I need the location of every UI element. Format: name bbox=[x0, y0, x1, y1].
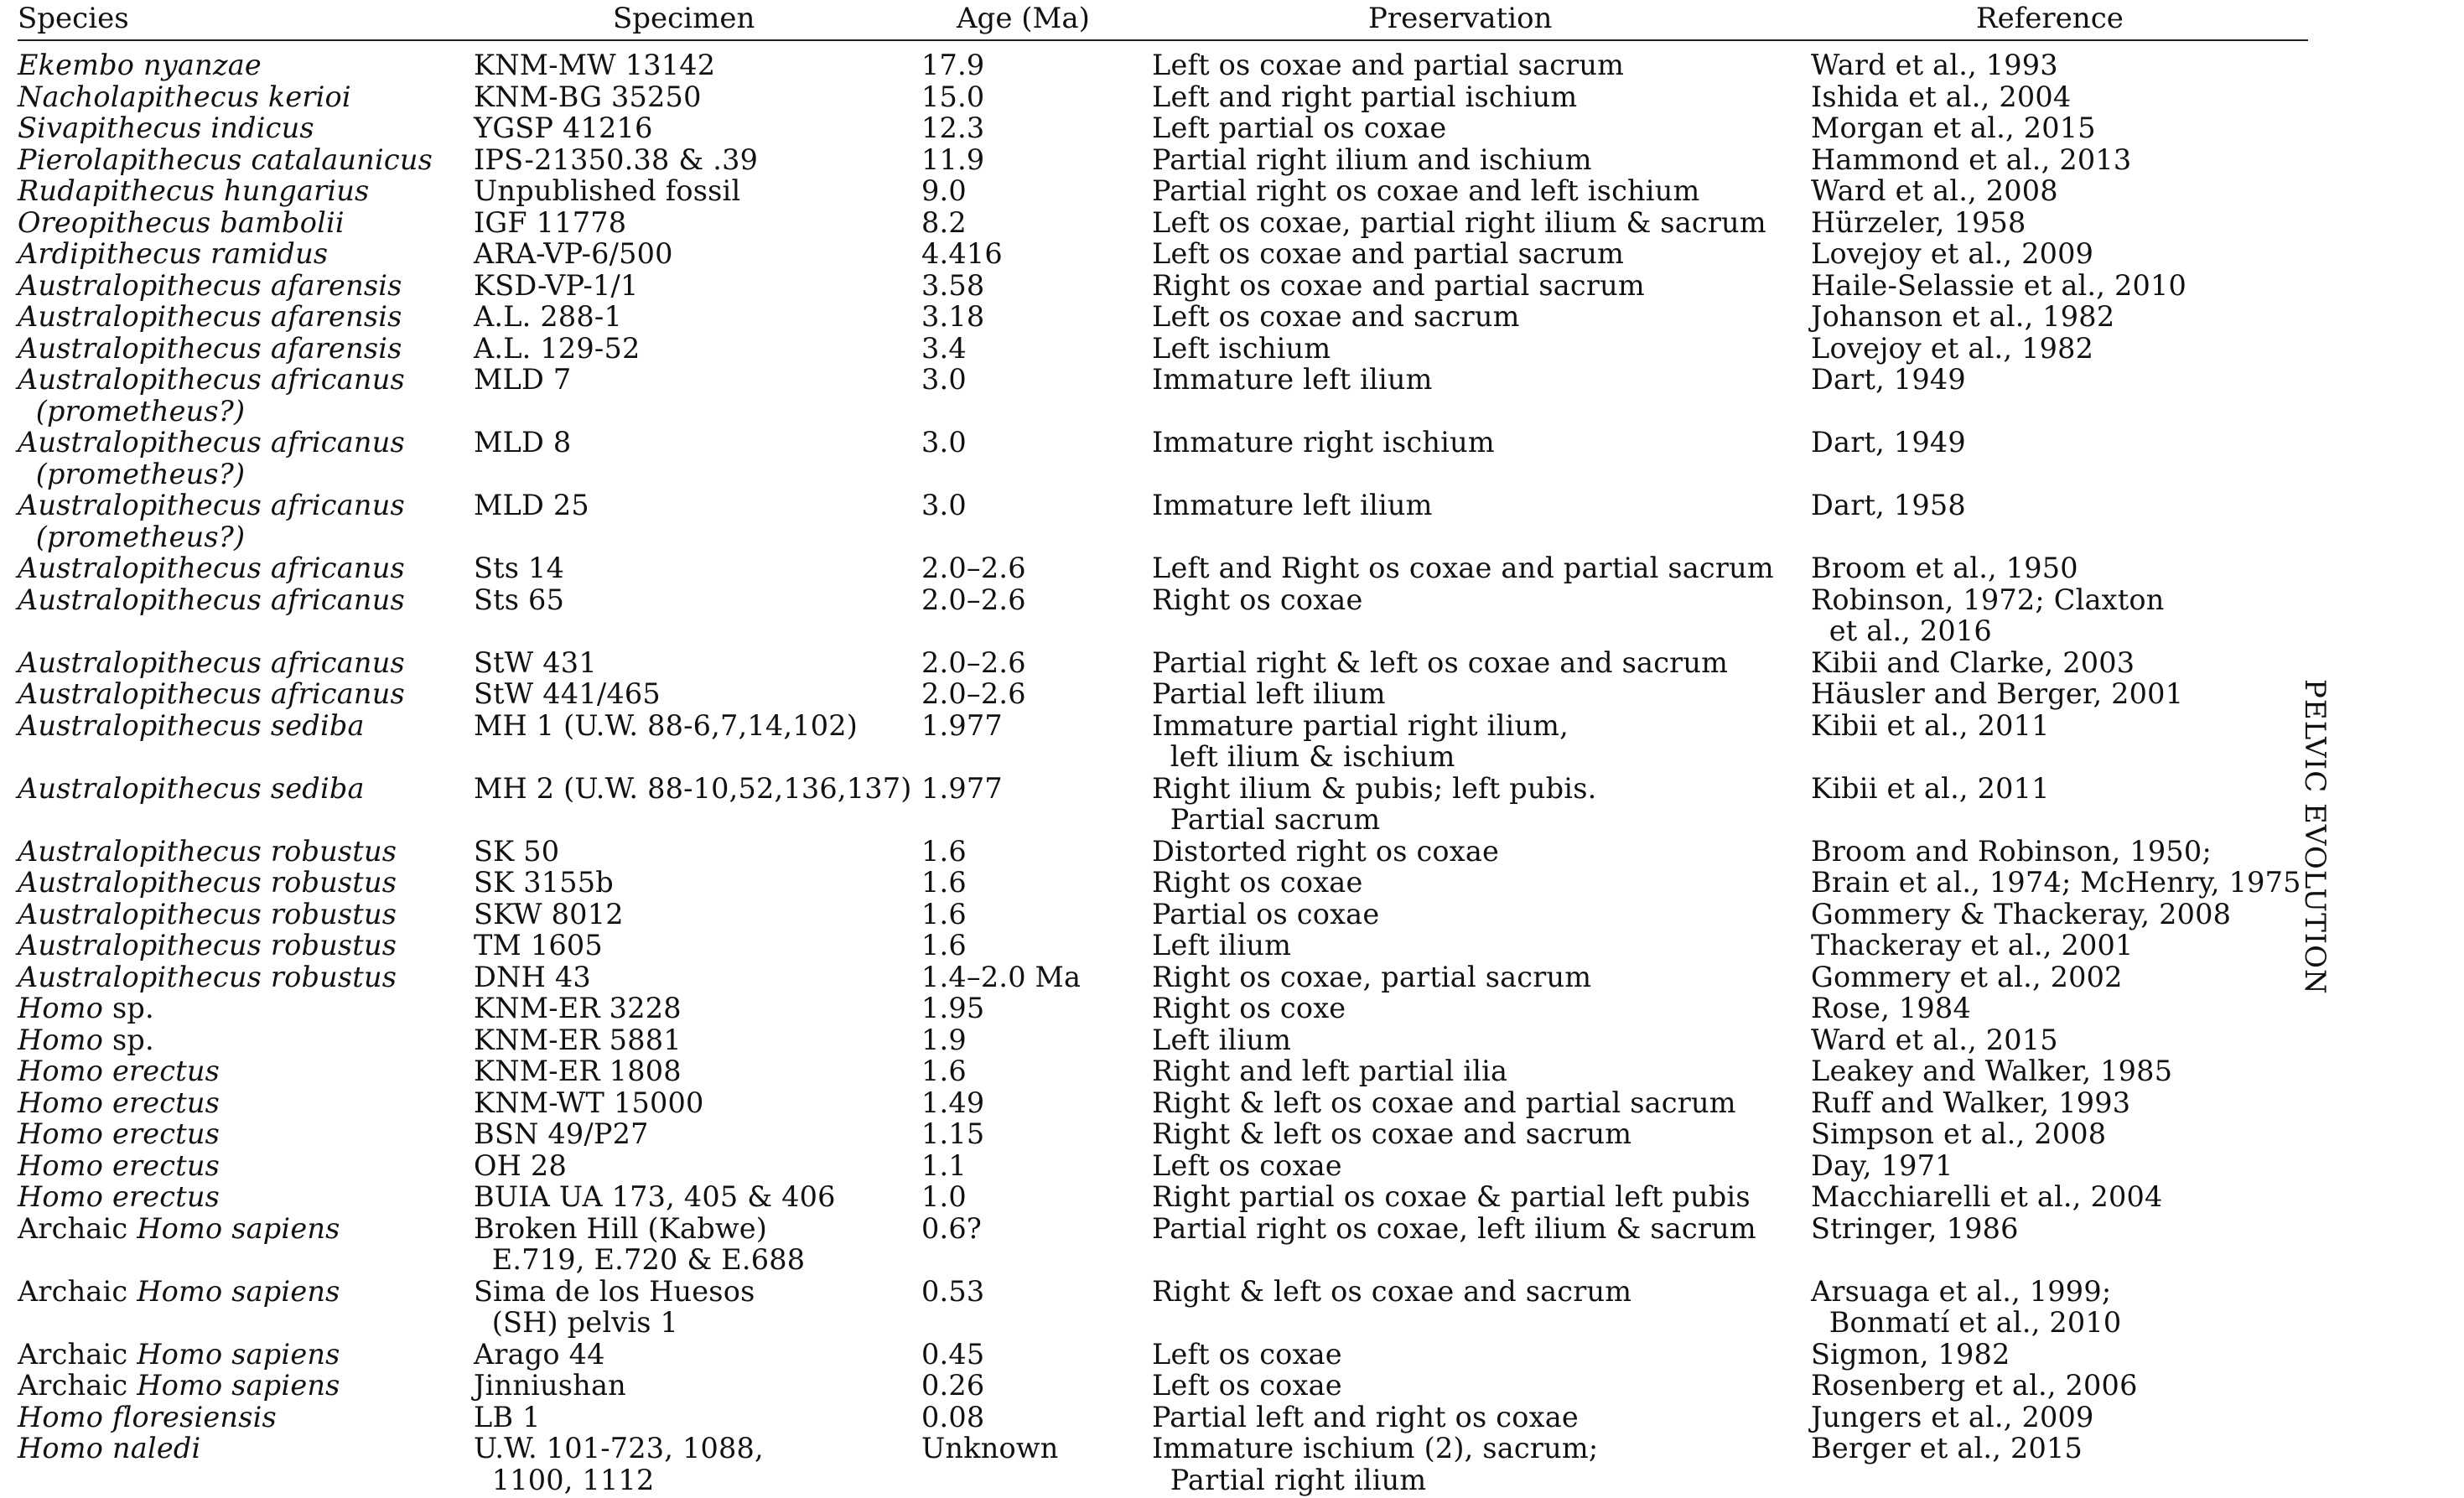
reference-cell: Simpson et al., 2008 bbox=[1811, 1117, 2107, 1150]
specimen-cell: LB 1 bbox=[474, 1400, 541, 1433]
reference-cell: Jungers et al., 2009 bbox=[1811, 1400, 2094, 1433]
preservation-cell: Right partial os coxae & partial left pubis bbox=[1152, 1180, 1751, 1213]
table-row bbox=[18, 1339, 2308, 1371]
reference-cell: Lovejoy et al., 2009 bbox=[1811, 237, 2094, 270]
species-cell: Sivapithecus indicus bbox=[18, 111, 314, 144]
age-cell: 3.0 bbox=[921, 426, 967, 459]
species-name-part: Homo bbox=[18, 1023, 104, 1056]
species-cell: Pierolapithecus catalaunicus bbox=[18, 143, 433, 176]
preservation-cell: Right & left os coxae and sacrum bbox=[1152, 1117, 1632, 1150]
species-cell bbox=[18, 993, 154, 1024]
table-row bbox=[18, 867, 2308, 899]
species-name-part: Homo bbox=[18, 992, 104, 1024]
specimen-cell: KNM-MW 13142 bbox=[474, 49, 716, 81]
specimen-cell: Jinniushan bbox=[474, 1369, 626, 1402]
reference-cell: Ward et al., 1993 bbox=[1811, 49, 2058, 81]
age-cell: 3.0 bbox=[921, 363, 967, 396]
age-cell: 15.0 bbox=[921, 80, 985, 113]
age-cell: 1.4–2.0 Ma bbox=[921, 960, 1082, 993]
species-name-part: Homo sapiens bbox=[137, 1274, 340, 1308]
species-cell: Homo erectus bbox=[18, 1086, 220, 1119]
age-cell: 1.6 bbox=[921, 897, 967, 930]
specimen-cell: OH 28 bbox=[474, 1148, 567, 1182]
specimen-cell: U.W. 101-723, 1088, 1100, 1112 bbox=[474, 1432, 764, 1496]
age-cell: 1.6 bbox=[921, 834, 967, 868]
specimen-cell: Sts 14 bbox=[474, 552, 565, 584]
specimen-cell: Unpublished fossil bbox=[474, 174, 741, 207]
age-cell: 17.9 bbox=[921, 49, 985, 81]
species-cell: Australopithecus afarensis bbox=[18, 331, 402, 365]
table-row bbox=[18, 490, 2308, 552]
reference-cell: Brain et al., 1974; McHenry, 1975 bbox=[1811, 866, 2301, 899]
age-cell: 1.95 bbox=[921, 992, 985, 1024]
table-row bbox=[18, 1402, 2308, 1433]
table-row bbox=[18, 238, 2308, 270]
species-cell: Ardipithecus ramidus bbox=[18, 237, 329, 270]
species-cell bbox=[18, 1370, 340, 1402]
species-cell: Australopithecus africanus bbox=[18, 645, 405, 679]
table-row bbox=[18, 710, 2308, 773]
age-cell: 1.15 bbox=[921, 1117, 985, 1150]
preservation-cell: Left os coxae and partial sacrum bbox=[1152, 237, 1625, 270]
preservation-cell: Left os coxae bbox=[1152, 1148, 1342, 1182]
preservation-cell: Partial right & left os coxae and sacrum bbox=[1152, 645, 1729, 679]
age-cell: 9.0 bbox=[921, 174, 967, 207]
preservation-cell: Left os coxae bbox=[1152, 1369, 1342, 1402]
specimen-cell: DNH 43 bbox=[474, 960, 591, 993]
age-cell: 0.6? bbox=[921, 1211, 983, 1245]
header-age: Age (Ma) bbox=[957, 2, 1090, 35]
preservation-cell: Left and Right os coxae and partial sacrum bbox=[1152, 552, 1774, 584]
table-row bbox=[18, 930, 2308, 962]
reference-cell: Ruff and Walker, 1993 bbox=[1811, 1086, 2131, 1119]
preservation-cell: Left and right partial ischium bbox=[1152, 80, 1578, 113]
table-row bbox=[18, 301, 2308, 333]
preservation-cell: Immature left ilium bbox=[1152, 489, 1433, 521]
species-cell: Rudapithecus hungarius bbox=[18, 174, 370, 207]
table-row bbox=[18, 1370, 2308, 1402]
specimen-cell: SK 50 bbox=[474, 834, 560, 868]
age-cell: 12.3 bbox=[921, 111, 985, 144]
preservation-cell: Right os coxae, partial sacrum bbox=[1152, 960, 1592, 993]
reference-cell: Morgan et al., 2015 bbox=[1811, 111, 2096, 144]
table-row bbox=[18, 81, 2308, 113]
age-cell: 1.977 bbox=[921, 771, 1003, 805]
species-name-part: Archaic bbox=[18, 1274, 137, 1308]
table-row bbox=[18, 678, 2308, 710]
reference-cell: Ward et al., 2008 bbox=[1811, 174, 2058, 207]
preservation-cell: Right os coxae and partial sacrum bbox=[1152, 268, 1645, 302]
preservation-cell: Left partial os coxae bbox=[1152, 111, 1447, 144]
preservation-cell: Right & left os coxae and sacrum bbox=[1152, 1274, 1632, 1308]
age-cell: 3.4 bbox=[921, 331, 967, 365]
age-cell: 1.977 bbox=[921, 708, 1003, 742]
preservation-cell: Partial left ilium bbox=[1152, 677, 1386, 710]
table-row bbox=[18, 333, 2308, 365]
species-cell: Australopithecus robustus bbox=[18, 929, 397, 962]
age-cell: 0.26 bbox=[921, 1369, 985, 1402]
specimen-cell: KNM-ER 5881 bbox=[474, 1023, 682, 1056]
specimen-cell: IPS-21350.38 & .39 bbox=[474, 143, 759, 176]
reference-cell: Ishida et al., 2004 bbox=[1811, 80, 2072, 113]
species-cell: Homo erectus bbox=[18, 1117, 220, 1150]
preservation-cell: Left os coxae, partial right ilium & sacrum bbox=[1152, 205, 1766, 239]
table-row bbox=[18, 49, 2308, 81]
species-name-part: Archaic bbox=[18, 1337, 137, 1371]
table-row bbox=[18, 1276, 2308, 1339]
reference-cell: Haile-Selassie et al., 2010 bbox=[1811, 268, 2187, 302]
age-cell: 2.0–2.6 bbox=[921, 552, 1026, 584]
age-cell: 2.0–2.6 bbox=[921, 645, 1026, 679]
species-cell: Australopithecus afarensis bbox=[18, 268, 402, 302]
header-species: Species bbox=[18, 2, 129, 35]
preservation-cell: Left os coxae and sacrum bbox=[1152, 300, 1520, 333]
preservation-cell: Immature ischium (2), sacrum; Partial right ilium bbox=[1152, 1432, 1599, 1496]
preservation-cell: Partial right os coxae, left ilium & sacrum bbox=[1152, 1211, 1756, 1245]
age-cell: 0.45 bbox=[921, 1337, 985, 1371]
table-row bbox=[18, 1118, 2308, 1150]
specimen-cell: BSN 49/P27 bbox=[474, 1117, 649, 1150]
age-cell: 8.2 bbox=[921, 205, 967, 239]
specimen-cell: KNM-BG 35250 bbox=[474, 80, 702, 113]
reference-cell: Gommery & Thackeray, 2008 bbox=[1811, 897, 2232, 930]
preservation-cell: Right ilium & pubis; left pubis. Partial sacrum bbox=[1152, 771, 1597, 836]
species-cell: Homo erectus bbox=[18, 1055, 220, 1087]
reference-cell: Sigmon, 1982 bbox=[1811, 1337, 2010, 1371]
species-cell: Australopithecus africanus (prometheus?) bbox=[18, 489, 405, 553]
reference-cell: Johanson et al., 1982 bbox=[1811, 300, 2115, 333]
reference-cell: Dart, 1949 bbox=[1811, 426, 1966, 459]
specimen-cell: KSD-VP-1/1 bbox=[474, 268, 639, 302]
table-row bbox=[18, 647, 2308, 679]
specimen-cell: YGSP 41216 bbox=[474, 111, 653, 144]
species-name-part: Archaic bbox=[18, 1369, 137, 1402]
specimen-cell: StW 431 bbox=[474, 645, 597, 679]
preservation-cell: Distorted right os coxae bbox=[1152, 834, 1500, 868]
reference-cell: Robinson, 1972; Claxton et al., 2016 bbox=[1811, 583, 2165, 647]
preservation-cell: Left ilium bbox=[1152, 1023, 1292, 1056]
species-cell: Australopithecus robustus bbox=[18, 960, 397, 993]
reference-cell: Broom et al., 1950 bbox=[1811, 552, 2078, 584]
specimen-cell: KNM-ER 3228 bbox=[474, 992, 682, 1024]
table-row bbox=[18, 427, 2308, 490]
age-cell: 1.6 bbox=[921, 866, 967, 899]
table-row bbox=[18, 270, 2308, 302]
reference-cell: Kibii et al., 2011 bbox=[1811, 771, 2050, 805]
species-cell: Ekembo nyanzae bbox=[18, 49, 262, 81]
reference-cell: Rose, 1984 bbox=[1811, 992, 1971, 1024]
reference-cell: Thackeray et al., 2001 bbox=[1811, 929, 2134, 962]
specimen-cell: MH 2 (U.W. 88-10,52,136,137) bbox=[474, 771, 912, 805]
preservation-cell: Partial left and right os coxae bbox=[1152, 1400, 1579, 1433]
specimen-cell: SK 3155b bbox=[474, 866, 614, 899]
species-name-part: Homo sapiens bbox=[137, 1369, 340, 1402]
reference-cell: Kibii et al., 2011 bbox=[1811, 708, 2050, 742]
specimen-cell: IGF 11778 bbox=[474, 205, 627, 239]
table-row bbox=[18, 1150, 2308, 1182]
preservation-cell: Right os coxae bbox=[1152, 583, 1363, 616]
specimen-cell: StW 441/465 bbox=[474, 677, 661, 710]
table-row bbox=[18, 962, 2308, 993]
specimen-cell: Broken Hill (Kabwe) E.719, E.720 & E.688 bbox=[474, 1211, 806, 1276]
preservation-cell: Left ischium bbox=[1152, 331, 1331, 365]
table-row bbox=[18, 112, 2308, 144]
reference-cell: Macchiarelli et al., 2004 bbox=[1811, 1180, 2163, 1213]
reference-cell: Rosenberg et al., 2006 bbox=[1811, 1369, 2138, 1402]
header-specimen: Specimen bbox=[613, 2, 755, 35]
table-row bbox=[18, 773, 2308, 836]
species-cell: Nacholapithecus kerioi bbox=[18, 80, 351, 113]
reference-cell: Leakey and Walker, 1985 bbox=[1811, 1055, 2173, 1087]
age-cell: 3.18 bbox=[921, 300, 985, 333]
species-cell bbox=[18, 1276, 340, 1308]
specimen-cell: Arago 44 bbox=[474, 1337, 605, 1371]
table-row bbox=[18, 584, 2308, 647]
table-row bbox=[18, 1433, 2308, 1495]
species-cell: Australopithecus sediba bbox=[18, 708, 365, 742]
species-cell: Homo erectus bbox=[18, 1148, 220, 1182]
preservation-cell: Partial os coxae bbox=[1152, 897, 1380, 930]
table-row bbox=[18, 899, 2308, 930]
reference-cell: Gommery et al., 2002 bbox=[1811, 960, 2123, 993]
age-cell: Unknown bbox=[921, 1432, 1059, 1464]
table-row bbox=[18, 552, 2308, 584]
reference-cell: Dart, 1958 bbox=[1811, 489, 1966, 521]
preservation-cell: Immature right ischium bbox=[1152, 426, 1495, 459]
species-cell: Australopithecus africanus bbox=[18, 677, 405, 710]
reference-cell: Day, 1971 bbox=[1811, 1148, 1953, 1182]
preservation-cell: Partial right ilium and ischium bbox=[1152, 143, 1592, 176]
age-cell: 1.6 bbox=[921, 1055, 967, 1087]
age-cell: 1.9 bbox=[921, 1023, 967, 1056]
species-cell: Homo floresiensis bbox=[18, 1400, 277, 1433]
specimen-cell: KNM-ER 1808 bbox=[474, 1055, 682, 1087]
age-cell: 0.08 bbox=[921, 1400, 985, 1433]
preservation-cell: Right os coxe bbox=[1152, 992, 1346, 1024]
table-row bbox=[18, 836, 2308, 868]
species-cell: Oreopithecus bambolii bbox=[18, 205, 345, 239]
reference-cell: Häusler and Berger, 2001 bbox=[1811, 677, 2184, 710]
age-cell: 11.9 bbox=[921, 143, 985, 176]
table-row bbox=[18, 207, 2308, 239]
species-name-part: sp. bbox=[103, 992, 154, 1024]
species-cell: Australopithecus robustus bbox=[18, 834, 397, 868]
table-row bbox=[18, 1055, 2308, 1087]
table-row bbox=[18, 1213, 2308, 1276]
header-preservation: Preservation bbox=[1368, 2, 1553, 35]
species-name-part: Archaic bbox=[18, 1211, 137, 1245]
specimen-cell: SKW 8012 bbox=[474, 897, 624, 930]
specimen-cell: A.L. 288-1 bbox=[474, 300, 622, 333]
species-cell: Australopithecus robustus bbox=[18, 897, 397, 930]
age-cell: 3.0 bbox=[921, 489, 967, 521]
species-cell: Australopithecus africanus bbox=[18, 583, 405, 616]
species-cell: Homo naledi bbox=[18, 1432, 201, 1464]
table-row bbox=[18, 1181, 2308, 1213]
age-cell: 1.6 bbox=[921, 929, 967, 962]
species-cell: Australopithecus sediba bbox=[18, 771, 365, 805]
specimen-cell: MH 1 (U.W. 88-6,7,14,102) bbox=[474, 708, 859, 742]
species-cell bbox=[18, 1213, 340, 1245]
preservation-cell: Left os coxae bbox=[1152, 1337, 1342, 1371]
specimen-cell: TM 1605 bbox=[474, 929, 603, 962]
specimen-cell: BUIA UA 173, 405 & 406 bbox=[474, 1180, 836, 1213]
fossil-pelvis-table bbox=[18, 0, 2308, 1495]
age-cell: 1.1 bbox=[921, 1148, 967, 1182]
preservation-cell: Right & left os coxae and partial sacrum bbox=[1152, 1086, 1736, 1119]
specimen-cell: MLD 7 bbox=[474, 363, 572, 396]
species-cell: Australopithecus africanus bbox=[18, 552, 405, 584]
age-cell: 3.58 bbox=[921, 268, 985, 302]
header-reference: Reference bbox=[1976, 2, 2124, 35]
preservation-cell: Right os coxae bbox=[1152, 866, 1363, 899]
preservation-cell: Immature partial right ilium, left ilium & ischium bbox=[1152, 708, 1569, 773]
species-cell: Australopithecus afarensis bbox=[18, 300, 402, 333]
preservation-cell: Left os coxae and partial sacrum bbox=[1152, 49, 1625, 81]
age-cell: 4.416 bbox=[921, 237, 1003, 270]
specimen-cell: Sts 65 bbox=[474, 583, 565, 616]
reference-cell: Ward et al., 2015 bbox=[1811, 1023, 2058, 1056]
species-name-part: sp. bbox=[103, 1023, 154, 1056]
age-cell: 0.53 bbox=[921, 1274, 985, 1308]
specimen-cell: KNM-WT 15000 bbox=[474, 1086, 704, 1119]
species-cell: Australopithecus robustus bbox=[18, 866, 397, 899]
species-cell: Homo erectus bbox=[18, 1180, 220, 1213]
preservation-cell: Left ilium bbox=[1152, 929, 1292, 962]
age-cell: 2.0–2.6 bbox=[921, 583, 1026, 616]
species-name-part: Homo sapiens bbox=[137, 1211, 340, 1245]
reference-cell: Lovejoy et al., 1982 bbox=[1811, 331, 2094, 365]
reference-cell: Hammond et al., 2013 bbox=[1811, 143, 2132, 176]
table-row bbox=[18, 1087, 2308, 1119]
specimen-cell: MLD 25 bbox=[474, 489, 589, 521]
specimen-cell: A.L. 129-52 bbox=[474, 331, 641, 365]
species-cell bbox=[18, 1339, 340, 1371]
species-cell: Australopithecus africanus (prometheus?) bbox=[18, 426, 405, 490]
running-title: PELVIC EVOLUTION bbox=[2298, 679, 2332, 995]
reference-cell: Kibii and Clarke, 2003 bbox=[1811, 645, 2135, 679]
age-cell: 1.0 bbox=[921, 1180, 967, 1213]
preservation-cell: Partial right os coxae and left ischium bbox=[1152, 174, 1700, 207]
species-cell: Australopithecus africanus (prometheus?) bbox=[18, 363, 405, 428]
table-row bbox=[18, 364, 2308, 427]
table-row bbox=[18, 175, 2308, 207]
age-cell: 1.49 bbox=[921, 1086, 985, 1119]
table-row bbox=[18, 144, 2308, 176]
age-cell: 2.0–2.6 bbox=[921, 677, 1026, 710]
reference-cell: Berger et al., 2015 bbox=[1811, 1432, 2083, 1464]
specimen-cell: Sima de los Huesos (SH) pelvis 1 bbox=[474, 1274, 755, 1339]
reference-cell: Arsuaga et al., 1999; Bonmatí et al., 2010 bbox=[1811, 1274, 2122, 1339]
preservation-cell: Immature left ilium bbox=[1152, 363, 1433, 396]
table-body bbox=[18, 41, 2308, 1495]
preservation-cell: Right and left partial ilia bbox=[1152, 1055, 1508, 1087]
reference-cell: Hürzeler, 1958 bbox=[1811, 205, 2026, 239]
species-cell bbox=[18, 1024, 154, 1056]
species-name-part: Homo sapiens bbox=[137, 1337, 340, 1371]
specimen-cell: MLD 8 bbox=[474, 426, 572, 459]
table-row bbox=[18, 1024, 2308, 1056]
table-header bbox=[18, 0, 2308, 41]
table-row bbox=[18, 993, 2308, 1024]
reference-cell: Broom and Robinson, 1950; bbox=[1811, 834, 2212, 868]
specimen-cell: ARA-VP-6/500 bbox=[474, 237, 673, 270]
reference-cell: Stringer, 1986 bbox=[1811, 1211, 2019, 1245]
reference-cell: Dart, 1949 bbox=[1811, 363, 1966, 396]
